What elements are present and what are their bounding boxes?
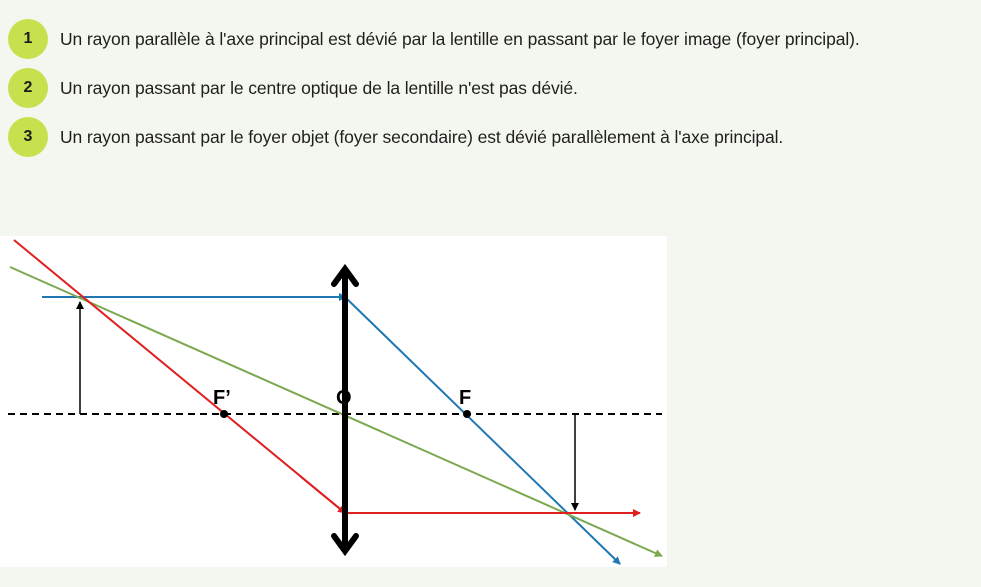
rule-number-badge: 3	[8, 117, 48, 157]
rule-number-badge: 1	[8, 19, 48, 59]
focal-point-object-dot	[463, 410, 471, 418]
focal-object-label: F	[459, 387, 472, 409]
rule-1	[8, 19, 860, 59]
ray-parallel	[42, 297, 620, 564]
rule-text: Un rayon passant par le foyer objet (foyer secondaire) est dévié parallèlement à l'axe principal.	[60, 126, 784, 147]
rule-number-badge: 2	[8, 68, 48, 108]
ray-focus	[14, 240, 640, 513]
converging-lens	[334, 269, 356, 551]
rule-2	[8, 68, 578, 108]
focal-image-label: F’	[213, 387, 231, 409]
rule-text: Un rayon parallèle à l'axe principal est dévié par la lentille en passant par le foyer image (foyer principal).	[60, 28, 860, 49]
rule-text: Un rayon passant par le centre optique de la lentille n'est pas dévié.	[60, 77, 578, 98]
ray-focus-arrow-at-lens	[300, 476, 345, 513]
focal-point-image-dot	[220, 410, 228, 418]
rule-3	[8, 117, 783, 157]
lens-ray-diagram	[0, 236, 667, 567]
optical-center-label: O	[336, 387, 352, 409]
